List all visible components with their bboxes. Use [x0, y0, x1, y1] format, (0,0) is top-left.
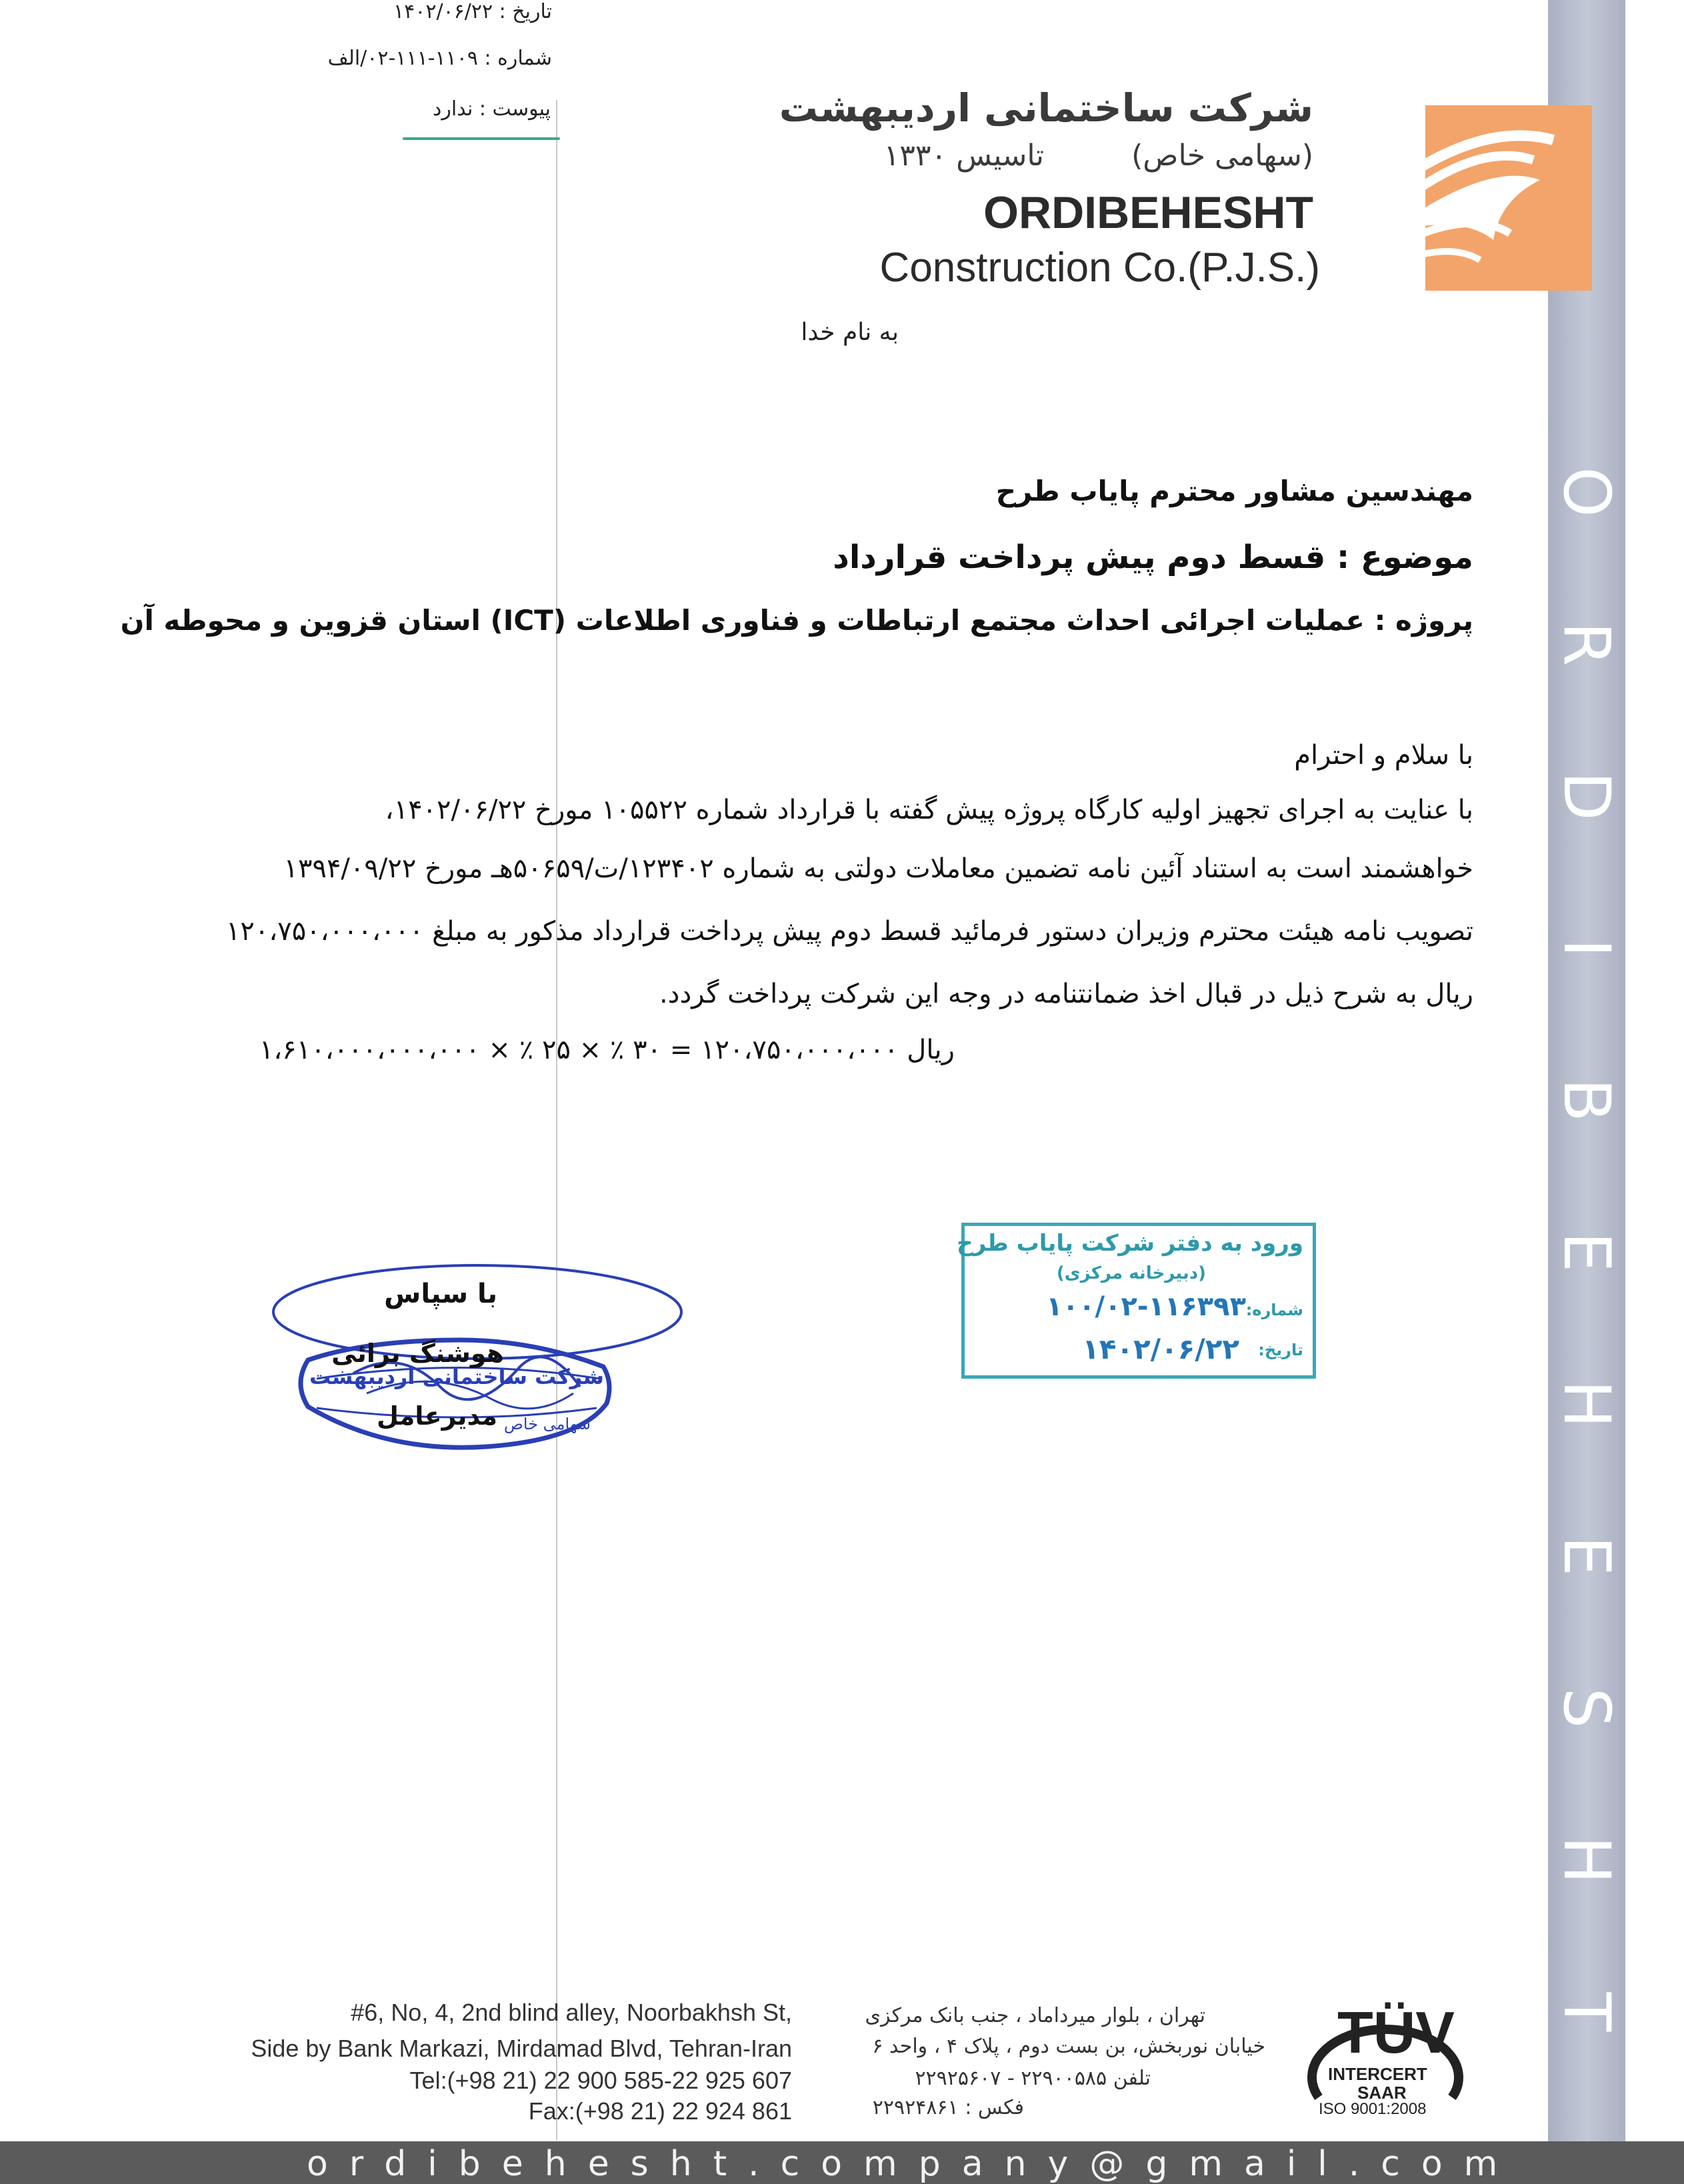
cert-iso: ISO 9001:2008 [1319, 2100, 1427, 2118]
signer-name: هوشنگ برائی [331, 1339, 504, 1368]
signer-title: مدیرعامل [376, 1401, 497, 1431]
recipient: مهندسین مشاور محترم پایاب طرح [995, 475, 1473, 507]
company-logo [1387, 100, 1595, 293]
letter-date: تاریخ : ۱۴۰۲/۰۶/۲۲ [393, 0, 552, 23]
side-band-letter: R [1549, 621, 1624, 667]
email-band [0, 2141, 1684, 2184]
letter-attachment: پیوست : ندارد [433, 97, 551, 121]
letter-number: شماره : ۱۱۰۹-۱۱۱-۰۲/الف [327, 47, 552, 70]
paragraph-line-1: با عنایت به اجرای تجهیز اولیه کارگاه پروژه پیش گفته با قرارداد شماره ۱۰۵۵۲۲ مورخ ۱۴۰۲/۰۶/۲۲، [385, 795, 1473, 825]
seal-company-name: شرکت ساختمانی اردیبهشت [309, 1364, 604, 1389]
company-founded-fa: تاسیس ۱۳۳۰ [883, 139, 1044, 173]
footer-tel-fa: تلفن ۲۲۹۰۰۵۸۵ - ۲۲۹۲۵۶۰۷ [915, 2067, 1151, 2090]
footer-fax-fa: فکس : ۲۲۹۲۴۸۶۱ [872, 2096, 1024, 2119]
cert-sub: INTERCERT [1328, 2064, 1427, 2084]
closing: با سپاس [384, 1279, 497, 1309]
side-band-letter: O [1549, 467, 1624, 517]
company-subtitle-en: Construction Co.(P.J.S.) [879, 245, 1320, 291]
footer-address-en-1: #6, No, 4, 2nd blind alley, Noorbakhsh St, [351, 1999, 792, 2026]
attachment-underline [403, 137, 560, 140]
company-name-en: ORDIBEHESHT [983, 187, 1313, 238]
subject: موضوع : قسط دوم پیش پرداخت قرارداد [833, 539, 1473, 576]
stamp-subtitle: (دبیرخانه مرکزی) [1056, 1263, 1206, 1283]
side-band-letter: T [1549, 1992, 1624, 2032]
paragraph-line-4: ریال به شرح ذیل در قبال اخذ ضمانتنامه در وجه این شرکت پرداخت گردد. [659, 979, 1473, 1009]
cert-sub2: SAAR [1357, 2083, 1407, 2103]
side-band-letter: B [1549, 1078, 1624, 1122]
company-type-fa: (سهامی خاص) [1131, 139, 1313, 173]
footer-address-fa-1: تهران ، بلوار میرداماد ، جنب بانک مرکزی [865, 2004, 1205, 2027]
side-band-letter: H [1549, 1835, 1624, 1885]
company-email[interactable]: ordibehesht.company@gmail.com [307, 2144, 1519, 2184]
side-band-letter: H [1549, 1379, 1624, 1429]
stamp-number-value: ۱۰۰/۰۲-۱۱۶۳۹۳ [1046, 1291, 1246, 1322]
side-band-letter: I [1549, 938, 1624, 958]
invocation: به نام خدا [801, 319, 899, 346]
footer-fax-en: Fax:(+98 21) 22 924 861 [528, 2097, 792, 2125]
stamp-title: ورود به دفتر شرکت پایاب طرح [957, 1230, 1303, 1257]
seal-company-type: سهامی خاص [503, 1415, 591, 1433]
side-band-letter: D [1549, 771, 1624, 821]
footer-address-en-2: Side by Bank Markazi, Mirdamad Blvd, Tehran-Iran [251, 2035, 792, 2062]
stamp-date-value: ۱۴۰۲/۰۶/۲۲ [1082, 1333, 1239, 1365]
side-band-letter: E [1549, 1535, 1624, 1577]
side-band-letter: E [1549, 1231, 1624, 1273]
fold-line [556, 100, 557, 2140]
footer-tel-en: Tel:(+98 21) 22 900 585-22 925 607 [409, 2067, 792, 2094]
receipt-stamp [957, 1223, 1316, 1379]
paragraph-line-3: تصویب نامه هیئت محترم وزیران دستور فرمائید قسط دوم پیش پرداخت قرارداد مذکور به مبلغ ۱۲۰،۷۵۰،۰۰۰،۰۰۰ [225, 916, 1473, 947]
tuv-cert-logo [1279, 1997, 1492, 2124]
calculation-line: ریال ۱۲۰،۷۵۰،۰۰۰،۰۰۰ = ۳۰ ٪ × ۲۵ ٪ × ۱،۶۱۰،۰۰۰،۰۰۰،۰۰۰ [259, 1035, 955, 1065]
project: پروژه : عملیات اجرائی احداث مجتمع ارتباطات و فناوری اطلاعات (ICT) استان قزوین و محوطه آن [120, 604, 1473, 637]
paragraph-line-2: خواهشمند است به استناد آئین نامه تضمین معاملات دولتی به شماره ۱۲۳۴۰۲/ت/۵۰۶۵۹هـ مورخ ۱۳۹۴/۰۹/۲۲ [283, 853, 1473, 884]
side-band-letter: S [1549, 1687, 1624, 1729]
footer-address-fa-2: خیابان نوربخش، بن بست دوم ، پلاک ۴ ، واحد ۶ [872, 2035, 1265, 2058]
cert-brand: TÜV [1337, 1999, 1455, 2065]
stamp-number-label: شماره: [1245, 1301, 1303, 1319]
stamp-date-label: تاریخ: [1258, 1341, 1303, 1359]
greeting: با سلام و احترام [1294, 740, 1473, 771]
side-band [1548, 0, 1625, 2184]
company-name-fa: شرکت ساختمانی اردیبهشت [779, 85, 1313, 131]
